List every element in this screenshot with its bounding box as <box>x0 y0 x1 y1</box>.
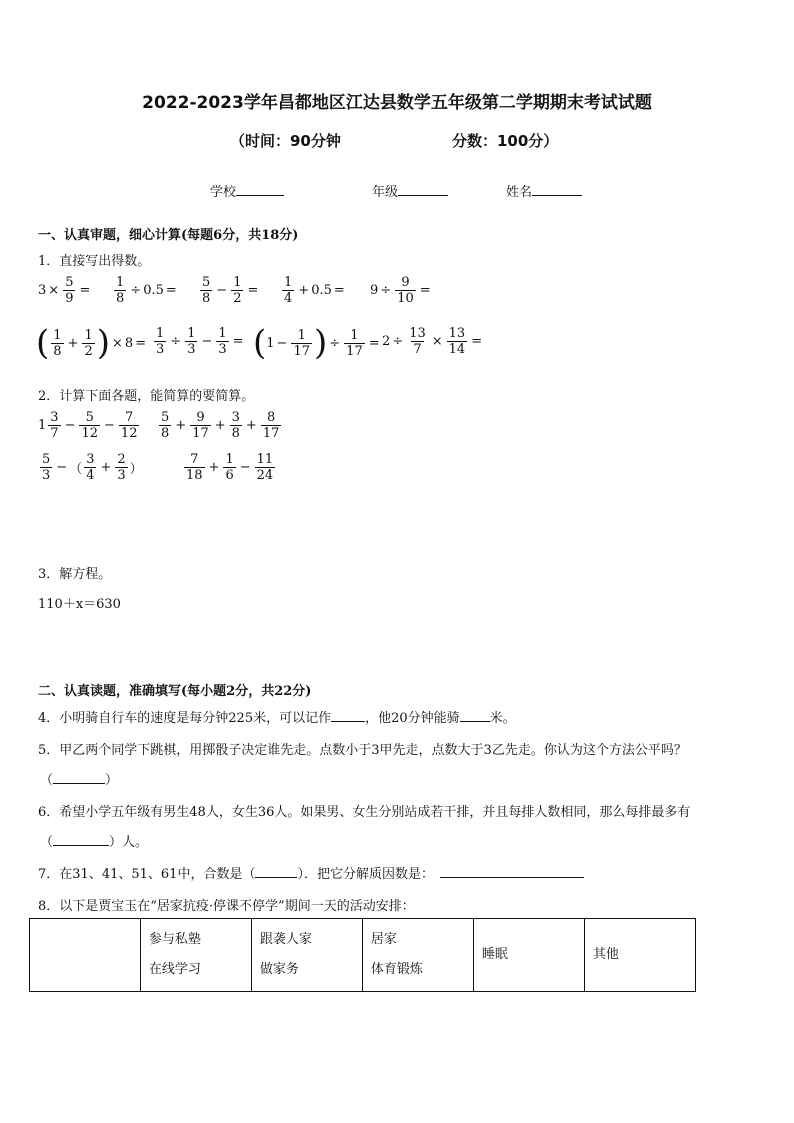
calc-2-1: 1 $\frac{3}{7}$ − $\frac{5}{12}$ − $\frac{7}{12}$ <box>38 410 138 441</box>
question-6-answer: （ ）人。 <box>40 831 148 850</box>
calc-1-2: $\frac{1}{8}$ ÷ 0.5 = <box>116 275 177 306</box>
answer-blank[interactable] <box>460 707 490 722</box>
table-cell: 其他 <box>584 919 695 992</box>
table-cell: 跟袭人家 做家务 <box>251 919 362 992</box>
answer-blank[interactable] <box>53 769 105 784</box>
question-2-label: 2．计算下面各题，能简算的要简算。 <box>38 389 255 404</box>
score-info: 分数：100分） <box>452 132 559 150</box>
page-title: 2022-2023学年昌都地区江达县数学五年级第二学期期末考试试题 <box>142 93 652 113</box>
calc-1-8: ( 1 − $\frac{1}{17}$ ) ÷ $\frac{1}{17}$ = <box>253 323 380 363</box>
table-cell: 睡眠 <box>473 919 584 992</box>
grade-field[interactable]: 年级 <box>372 181 448 200</box>
activity-table <box>29 918 696 992</box>
calc-1-1: 3 × $\frac{5}{9}$ = <box>38 275 91 306</box>
calc-1-6: ( $\frac{1}{8}$ + $\frac{1}{2}$ ) × 8 = <box>36 323 147 363</box>
table-row <box>30 919 696 992</box>
calc-1-4: $\frac{1}{4}$ + 0.5 = <box>284 275 345 306</box>
equation: 110＋x＝630 <box>38 597 121 612</box>
question-1-label: 1．直接写出得数。 <box>38 254 151 269</box>
time-info: （时间：90分钟 <box>230 132 341 150</box>
question-5-answer: （ ） <box>40 769 118 788</box>
question-3-label: 3．解方程。 <box>38 567 112 582</box>
table-cell <box>30 919 141 992</box>
answer-blank[interactable] <box>53 831 109 846</box>
calc-1-7: $\frac{1}{3}$ ÷ $\frac{1}{3}$ − $\frac{1}{3}$ = <box>156 326 244 357</box>
calc-2-2: $\frac{5}{8}$ + $\frac{9}{17}$ + $\frac{3}{8}$ + $\frac{8}{17}$ <box>161 410 280 441</box>
question-7: 7．在31、41、51、61中，合数是（ ）．把它分解质因数是： <box>38 863 584 882</box>
question-8: 8．以下是贾宝玉在“居家抗疫·停课不停学”期间一天的活动安排： <box>38 899 415 914</box>
calc-2-3: $\frac{5}{3}$ − （ $\frac{3}{4}$ + $\frac{2}{3}$ ） <box>42 452 143 483</box>
calc-1-5: 9 ÷ $\frac{9}{10}$ = <box>370 275 431 306</box>
question-4: 4．小明骑自行车的速度是每分钟225米，可以记作 ，他20分钟能骑 米。 <box>38 707 516 726</box>
calc-1-9: 2 ÷ $\frac{13}{7}$ × $\frac{13}{14}$ = <box>382 326 483 357</box>
calc-2-4: $\frac{7}{18}$ + $\frac{1}{6}$ − $\frac{11}{24}$ <box>186 452 274 483</box>
section-2-heading: 二、认真读题，准确填写(每小题2分，共22分) <box>38 684 312 699</box>
calc-1-3: $\frac{5}{8}$ − $\frac{1}{2}$ = <box>202 275 259 306</box>
answer-blank[interactable] <box>255 863 297 878</box>
name-field[interactable]: 姓名 <box>506 181 582 200</box>
school-field[interactable]: 学校 <box>210 181 284 200</box>
question-5: 5．甲乙两个同学下跳棋，用掷骰子决定谁先走。点数小于3甲先走，点数大于3乙先走。你认为这个方法公平吗？ <box>38 743 687 758</box>
table-cell: 居家 体育锻炼 <box>362 919 473 992</box>
section-1-heading: 一、认真审题，细心计算(每题6分，共18分) <box>38 228 299 243</box>
question-6: 6．希望小学五年级有男生48人，女生36人。如果男、女生分别站成若干排，并且每排人数相同，那么每排最多有 <box>38 805 691 820</box>
answer-blank[interactable] <box>440 863 584 878</box>
table-cell: 参与私塾 在线学习 <box>140 919 251 992</box>
answer-blank[interactable] <box>331 707 365 722</box>
